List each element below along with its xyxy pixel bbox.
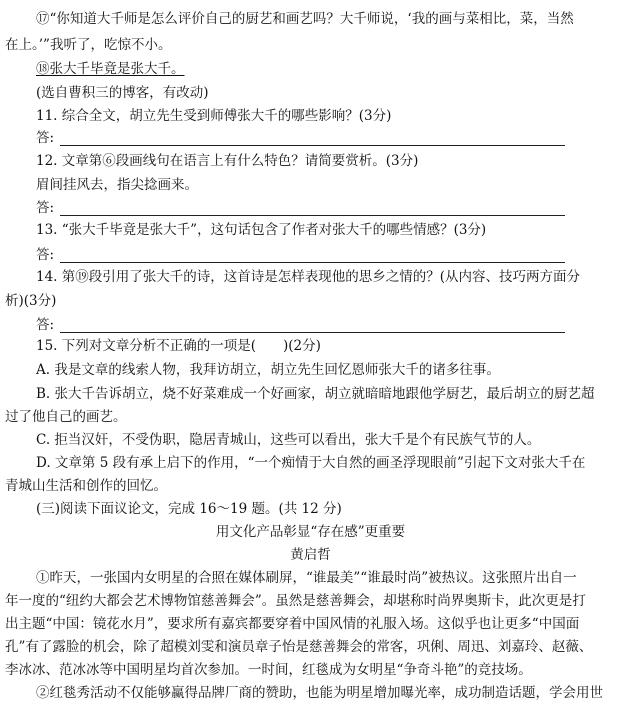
answer-line-11[interactable] (60, 145, 565, 146)
essay-title: 用文化产品彰显“存在感”更重要 (215, 524, 406, 540)
essay-paragraph-1-line4: 孔”有了露脸的机会，除了超模刘雯和演员章子怡是慈善舞会的常客，巩俐、周迅、刘嘉玲、赵薇、 (5, 639, 593, 655)
question-14-line1: 14. 第⑲段引用了张大千的诗，这首诗是怎样表现他的思乡之情的？(从内容、技巧两方面分 (36, 269, 581, 285)
section-3-heading: (三)阅读下面议论文，完成 16～19 题。(共 12 分) (36, 501, 342, 517)
option-d-line1: D. 文章第 5 段有承上启下的作用，“一个痴情于大自然的画圣浮现眼前”引起下文对张大千在 (36, 455, 586, 471)
answer-label-11: 答: (36, 130, 55, 146)
paragraph-17-line1: ⑰“你知道大千师是怎么评价自己的厨艺和画艺吗？大千师说，‘我的画与菜相比，菜，当然 (36, 11, 574, 27)
source-note: (选自曹积三的博客，有改动) (36, 85, 209, 101)
essay-paragraph-1-line1: ①昨天，一张国内女明星的合照在媒体刷屏，“谁最美”“谁最时尚”被热议。这张照片出自一 (36, 570, 577, 586)
question-12: 12. 文章第⑥段画线句在语言上有什么特色？请简要赏析。(3分) (36, 153, 419, 169)
essay-author: 黄启哲 (290, 547, 331, 563)
essay-paragraph-1-line3: 出主题“中国：镜花水月”，要求所有嘉宾都要穿着中国风情的礼服入场。这似乎也让更多“中国面 (5, 616, 580, 632)
answer-label-12: 答: (36, 200, 55, 216)
answer-label-13: 答: (36, 247, 55, 263)
answer-line-12[interactable] (60, 215, 565, 216)
question-15: 15. 下列对文章分析不正确的一项是( )(2分) (36, 338, 321, 354)
option-b-line1: B. 张大千告诉胡立，烧不好菜难成一个好画家，胡立就暗暗地跟他学厨艺，最后胡立的厨艺超 (36, 386, 595, 402)
question-14-line2: 析)(3分) (5, 293, 57, 309)
answer-label-14: 答: (36, 317, 55, 333)
answer-line-13[interactable] (60, 262, 565, 263)
essay-paragraph-1-line5: 李冰冰、范冰冰等中国明星均首次参加。一时间，红毯成为女明星“争奇斗艳”的竞技场。 (5, 662, 532, 678)
question-13: 13. “张大千毕竟是张大千”，这句话包含了作者对张大千的哪些情感？(3分) (36, 222, 487, 238)
option-b-line2: 过了他自己的画艺。 (5, 409, 127, 425)
question-12-quote: 眉间挂风去，指尖捻画来。 (36, 177, 198, 193)
essay-paragraph-2-line1: ②红毯秀活动不仅能够赢得品牌厂商的赞助，也能为明星增加曝光率，成功制造话题，学会用世 (36, 685, 603, 701)
essay-paragraph-1-line2: 年一度的“纽约大都会艺术博物馆慈善舞会”。虽然是慈善舞会，却堪称时尚界奥斯卡，此次更是打 (5, 593, 586, 609)
option-c: C. 拒当汉奸，不受伪职，隐居青城山，这些可以看出，张大千是个有民族气节的人。 (36, 432, 541, 448)
question-11: 11. 综合全文，胡立先生受到师傅张大千的哪些影响？(3分) (36, 108, 392, 124)
answer-line-14[interactable] (60, 332, 565, 333)
option-a: A. 我是文章的线索人物，我拜访胡立，胡立先生回忆恩师张大千的诸多往事。 (36, 362, 500, 378)
paragraph-18-underlined: ⑱张大千毕竟是张大千。 (36, 61, 185, 77)
paragraph-17-line2: 在上。’”我听了，吃惊不小。 (5, 37, 172, 53)
option-d-line2: 青城山生活和创作的回忆。 (5, 478, 167, 494)
